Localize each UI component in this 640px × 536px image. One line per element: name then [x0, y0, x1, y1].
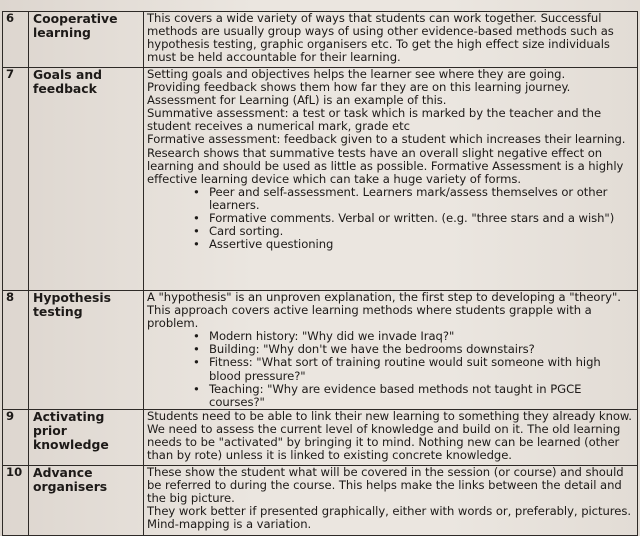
table-row	[3, 68, 638, 291]
description-paragraph: Research shows that summative tests have an overall slight negative effect on learning and should be used as little as possible. Formative Assessment is a highly effective learning device which can take a huge variety of forms.	[147, 145, 624, 186]
bullet-item: • Teaching: "Why are evidence based methods not taught in PGCE courses?"	[147, 383, 635, 409]
row-number: 7	[3, 68, 29, 291]
bullet-item: • Formative comments. Verbal or written. (e.g. "three stars and a wish")	[147, 212, 635, 225]
row-description	[144, 291, 638, 410]
row-number: 8	[3, 291, 29, 410]
description-paragraph: Formative assessment: feedback given to a student which increases their learning.	[147, 132, 626, 147]
description-paragraph: Providing feedback shows them how far they are on this learning journey.	[147, 80, 571, 95]
description-paragraph: Setting goals and objectives helps the learner see where they are going.	[147, 67, 566, 81]
description-paragraph: Students need to be able to link their new learning to something they already know. We need to assess the current level of knowledge and build on it. The old learning needs to be "activated" by bringing it to mind. Nothing new can be learned (other than by rote) unless it is linked to existing concrete knowledge.	[147, 408, 632, 463]
row-number: 9	[3, 409, 29, 465]
methods-table	[2, 11, 638, 536]
row-description	[144, 12, 638, 68]
bullet-item: • Fitness: "What sort of training routine would suit someone with high blood pressure?"	[147, 356, 635, 382]
row-description	[144, 409, 638, 465]
bullet-item: • Card sorting.	[147, 225, 635, 238]
row-description	[144, 68, 638, 291]
description-paragraph: Assessment for Learning (AfL) is an example of this.	[147, 93, 447, 108]
description-paragraph: A "hypothesis" is an unproven explanation, the first step to developing a "theory". This approach covers active learning methods where students grapple with a problem.	[147, 290, 621, 331]
description-paragraph: This covers a wide variety of ways that students can work together. Successful methods are usually group ways of using other evidence-based methods such as hypothesis testing, graphic organisers etc. To get the high effect size individuals must be held accountable for their learning.	[147, 11, 614, 65]
row-description	[144, 465, 638, 535]
bullet-item: • Assertive questioning	[147, 238, 635, 251]
bullet-list	[147, 186, 635, 251]
bullet-list	[147, 330, 635, 409]
row-title: Activating prior knowledge	[29, 409, 144, 465]
bullet-item: • Building: "Why don't we have the bedrooms downstairs?	[147, 343, 635, 356]
description-paragraph: Summative assessment: a test or task which is marked by the teacher and the student receives a numerical mark, grade etc	[147, 106, 602, 134]
bullet-item: • Peer and self-assessment. Learners mark/assess themselves or other learners.	[147, 186, 635, 212]
bullet-item: • Modern history: "Why did we invade Iraq?"	[147, 330, 635, 343]
table-row	[3, 465, 638, 535]
description-paragraph: They work better if presented graphically, either with words or, preferably, pictures. Mind-mapping is a variation.	[147, 504, 631, 532]
row-number: 10	[3, 465, 29, 535]
row-title: Advance organisers	[29, 465, 144, 535]
description-paragraph: These show the student what will be covered in the session (or course) and should be referred to during the course. This helps make the links between the detail and the big picture.	[147, 464, 624, 506]
table-row	[3, 409, 638, 465]
row-title: Goals and feedback	[29, 68, 144, 291]
row-title: Hypothesis testing	[29, 291, 144, 410]
table-row	[3, 12, 638, 68]
row-number: 6	[3, 12, 29, 68]
row-title: Cooperative learning	[29, 12, 144, 68]
table-row	[3, 291, 638, 410]
